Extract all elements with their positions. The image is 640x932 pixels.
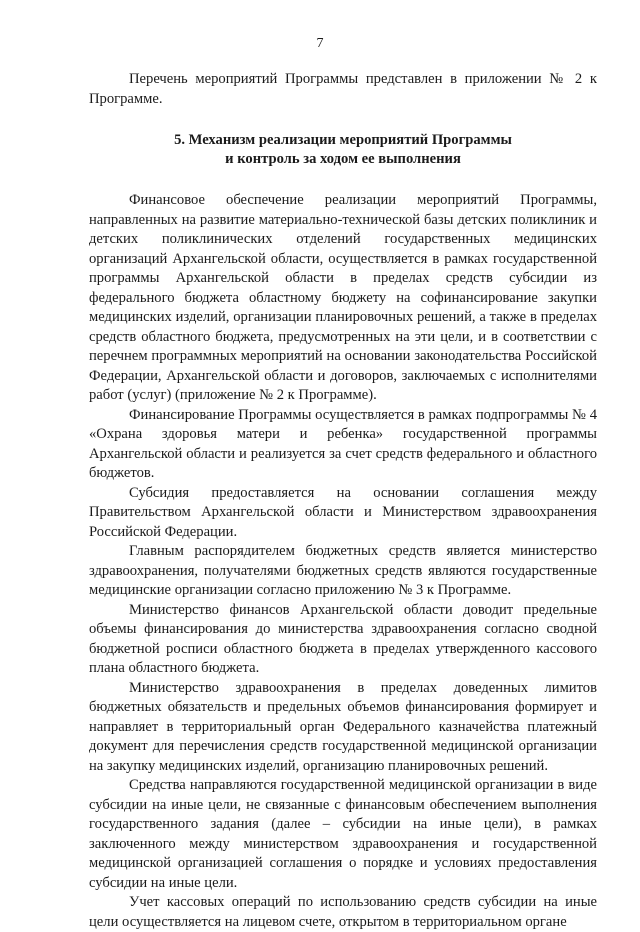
paragraph-subprogram: Финансирование Программы осуществляется в рамках подпрограммы № 4 «Охрана здоровья матери и ребенка» государственной программы Архангельской области и реализуется за счет средств федерального и областного бюджетов. (89, 406, 597, 481)
paragraph-ministry-health: Министерство здравоохранения в пределах доведенных лимитов бюджетных обязательств и предельных объемов финансирования формирует и направляет в территориальный орган Федерального казначейства платежный документ для перечисления средств государственной медицинской организации на закупку медицинских изделий, организацию планировочных решений. (89, 679, 597, 774)
section-heading-line-1: 5. Механизм реализации мероприятий Программы (174, 132, 512, 148)
paragraph-funds-direction: Средства направляются государственной медицинской организации в виде субсидии на иные цели, не связанные с финансовым обеспечением выполнения государственного задания (далее – субсидии на иные цели), в рамках заключенного между министерством здравоохранения и государственной медицинской организацией соглашения о порядке и условиях предоставления субсидии на иные цели. (89, 777, 597, 891)
section-heading-line-2: и контроль за ходом ее выполнения (225, 151, 461, 167)
paragraph-subsidy-agreement: Субсидия предоставляется на основании соглашения между Правительством Архангельской области и Министерством здравоохранения Российской Федерации. (89, 484, 597, 540)
paragraph-cash-accounting: Учет кассовых операций по использованию средств субсидии на иные цели осуществляется на лицевом счете, открытом в территориальном органе (89, 894, 597, 930)
paragraph-financing: Финансовое обеспечение реализации мероприятий Программы, направленных на развитие материально-технической базы детских поликлиник и детских поликлинических отделений государственных медицинских организаций Архангельской области, осуществляется в рамках государственной программы Архангельской области в пределах средств субсидии из федерального бюджета областному бюджету на софинансирование закупки медицинских изделий, организации планировочных решений, а также в пределах средств областного бюджета, предусмотренных на эти цели, и в соответствии с перечнем программных мероприятий на основании законодательства Российской Федерации, Архангельской области и договоров, заключаемых с исполнителями работ (услуг) (приложение № 2 к Программе). (89, 192, 597, 403)
page-number: 7 (316, 36, 324, 51)
paragraph-ministry-finance: Министерство финансов Архангельской области доводит предельные объемы финансирования до министерства здравоохранения согласно сводной бюджетной росписи областного бюджета в пределах утвержденного кассового плана областного бюджета. (89, 601, 597, 676)
paragraph-main-administrator: Главным распорядителем бюджетных средств является министерство здравоохранения, получателями бюджетных средств являются государственные медицинские организации согласно приложению № 3 к Программе. (89, 543, 597, 598)
document-body (89, 70, 597, 932)
intro-paragraph: Перечень мероприятий Программы представлен в приложении № 2 к Программе. (89, 71, 597, 107)
section-heading (89, 131, 597, 169)
